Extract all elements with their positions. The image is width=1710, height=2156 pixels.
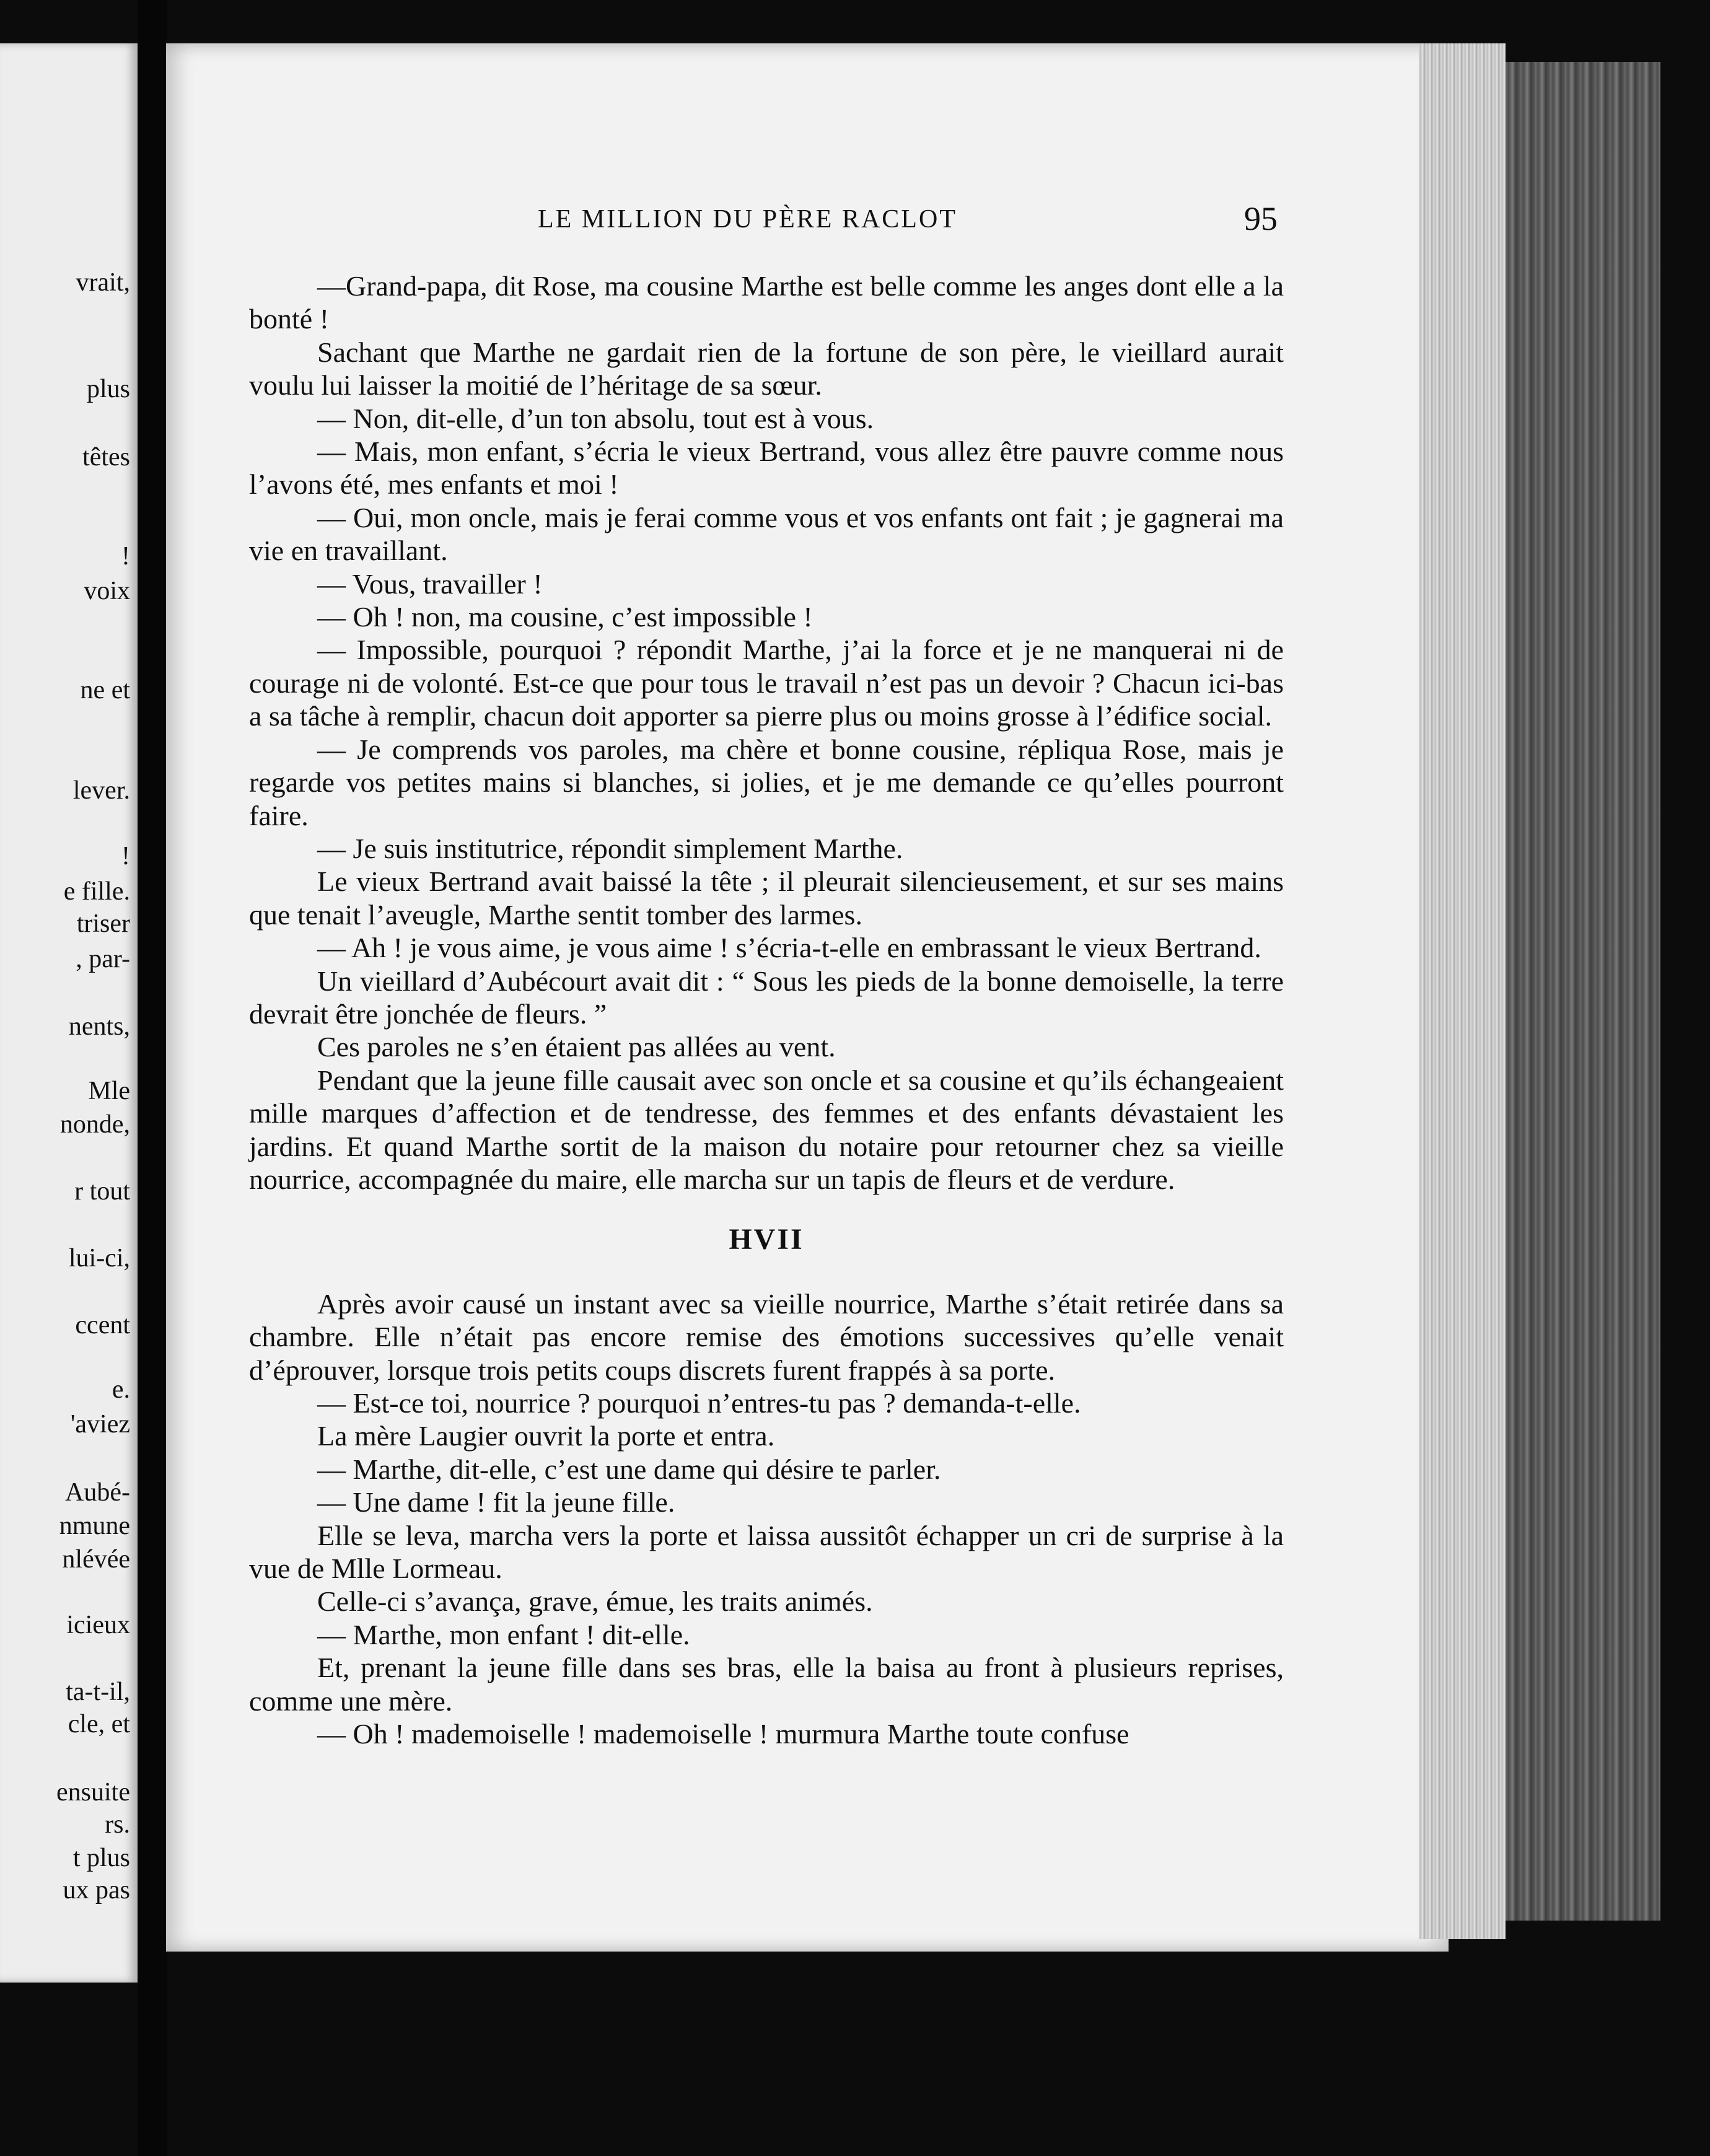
- left-page-text-fragment: lever.: [72, 776, 130, 805]
- body-text: [249, 270, 1284, 1750]
- paragraph: — Non, dit-elle, d’un ton absolu, tout est à vous.: [317, 402, 874, 434]
- left-page-text-fragment: nlévée: [62, 1545, 130, 1574]
- left-page-text-fragment: lui-ci,: [68, 1244, 130, 1273]
- left-facing-page: [0, 43, 138, 1983]
- paragraph: — Oh ! mademoiselle ! mademoiselle ! murmura Marthe toute confuse: [317, 1718, 1129, 1750]
- paragraph: — Vous, travailler !: [317, 567, 543, 600]
- paragraph: — Ah ! je vous aime, je vous aime ! s’écria-t-elle en embrassant le vieux Bertrand.: [317, 932, 1261, 964]
- paragraph: — Je comprends vos paroles, ma chère et bonne cousine, répliqua Rose, mais je regarde vos petites mains si blanches, si jolies, et je me demande ce qu’elles pourront faire.: [249, 733, 1284, 831]
- left-page-text-fragment: nents,: [68, 1012, 130, 1041]
- paragraphs-after-chapter: [249, 1287, 1284, 1751]
- paragraph: — Impossible, pourquoi ? répondit Marthe, j’ai la force et je ne manquerai ni de courage ni de volonté. Est-ce que pour tous le travail n’est pas un devoir ? Chacun ici-bas a sa tâche à remplir, chacun doit apporter sa pierre plus ou moins grosse à l’édifice social.: [249, 634, 1284, 732]
- book-side: [1506, 62, 1660, 1921]
- running-title: LE MILLION DU PÈRE RACLOT: [538, 205, 957, 234]
- paragraph: Sachant que Marthe ne gardait rien de la fortune de son père, le vieillard aurait voulu lui laisser la moitié de l’héritage de sa sœur.: [249, 336, 1284, 401]
- paragraph: La mère Laugier ouvrit la porte et entra.: [317, 1420, 775, 1452]
- page-number: 95: [1244, 200, 1278, 237]
- paragraph: —Grand-papa, dit Rose, ma cousine Marthe est belle comme les anges dont elle a la bonté !: [249, 270, 1284, 335]
- left-page-text-fragment: ta-t-il,: [66, 1678, 130, 1706]
- left-page-text-fragment: têtes: [82, 443, 130, 471]
- paragraph: — Marthe, dit-elle, c’est une dame qui désire te parler.: [317, 1453, 941, 1485]
- book-gutter: [138, 0, 167, 2156]
- left-page-text-fragment: ux pas: [63, 1876, 130, 1904]
- left-page-text-fragment: e fille.: [63, 877, 130, 906]
- left-page-text-fragment: rs.: [105, 1810, 130, 1839]
- paragraph: Et, prenant la jeune fille dans ses bras, elle la baisa au front à plusieurs reprises, comme une mère.: [249, 1652, 1284, 1717]
- left-page-text-fragment: triser: [76, 909, 130, 938]
- left-page-text-fragment: nonde,: [59, 1110, 130, 1139]
- paragraph: Après avoir causé un instant avec sa vieille nourrice, Marthe s’était retirée dans sa chambre. Elle n’était pas encore remise des émotions successives qu’elle venait d’éprouver, lorsque trois petits coups discrets furent frappés à sa porte.: [249, 1287, 1284, 1386]
- left-page-text-fragment: !: [121, 542, 130, 571]
- left-page-text-fragment: t plus: [72, 1844, 130, 1872]
- chapter-heading: HVII: [729, 1223, 804, 1256]
- paragraph: Un vieillard d’Aubécourt avait dit : “ Sous les pieds de la bonne demoiselle, la terre devrait être jonchée de fleurs. ”: [249, 965, 1284, 1030]
- paragraph: — Oui, mon oncle, mais je ferai comme vous et vos enfants ont fait ; je gagnerai ma vie en travaillant.: [249, 501, 1284, 567]
- left-page-text-fragment: ensuite: [56, 1778, 130, 1807]
- left-page-text-fragment: voix: [84, 577, 130, 605]
- paragraph: — Est-ce toi, nourrice ? pourquoi n’entres-tu pas ? demanda-t-elle.: [317, 1387, 1081, 1419]
- left-page-text-fragment: ccent: [75, 1311, 130, 1339]
- left-page-text-fragment: cle, et: [68, 1710, 130, 1738]
- paragraph: — Une dame ! fit la jeune fille.: [317, 1486, 675, 1518]
- left-page-text-fragment: Mle: [88, 1077, 130, 1105]
- paragraph: — Mais, mon enfant, s’écria le vieux Bertrand, vous allez être pauvre comme nous l’avons été, mes enfants et moi !: [249, 436, 1284, 501]
- paragraph: Le vieux Bertrand avait baissé la tête ; il pleurait silencieusement, et sur ses mains que tenait l’aveugle, Marthe sentit tomber des larmes.: [249, 865, 1284, 931]
- left-page-text-fragment: nmune: [59, 1512, 130, 1540]
- left-page-text-fragment: !: [121, 842, 130, 870]
- left-page-text-fragment: , par-: [76, 945, 130, 973]
- paragraphs-before-chapter: [249, 270, 1284, 1196]
- left-page-text-fragment: plus: [86, 375, 130, 403]
- left-page-text-fragment: Aubé-: [65, 1478, 130, 1507]
- left-page-text-fragment: ne et: [80, 676, 130, 704]
- left-page-text-fragment: icieux: [66, 1611, 130, 1639]
- left-page-text-fragment: e.: [112, 1375, 130, 1404]
- left-page-text-fragment: vrait,: [76, 268, 130, 297]
- paragraph: — Marthe, mon enfant ! dit-elle.: [317, 1618, 690, 1650]
- page-block-edges: [1419, 43, 1506, 1939]
- paragraph: — Oh ! non, ma cousine, c’est impossible !: [317, 601, 813, 633]
- paragraph: Elle se leva, marcha vers la porte et laissa aussitôt échapper un cri de surprise à la vue de Mlle Lormeau.: [249, 1519, 1284, 1585]
- left-page-text-fragment: r tout: [74, 1177, 130, 1206]
- left-page-text-fragment: 'aviez: [70, 1410, 130, 1439]
- paragraph: Pendant que la jeune fille causait avec son oncle et sa cousine et qu’ils échangeaient mille marques d’affection et de tendresse, des femmes et des enfants dévastaient les jardins. Et quand Marthe sortit de la maison du notaire pour retourner chez sa vieille nourrice, accompagnée du maire, elle marcha sur un tapis de fleurs et de verdure.: [249, 1064, 1284, 1195]
- paragraph: — Je suis institutrice, répondit simplement Marthe.: [317, 832, 903, 864]
- paragraph: Ces paroles ne s’en étaient pas allées au vent.: [317, 1031, 836, 1063]
- paragraph: Celle-ci s’avança, grave, émue, les traits animés.: [317, 1585, 873, 1618]
